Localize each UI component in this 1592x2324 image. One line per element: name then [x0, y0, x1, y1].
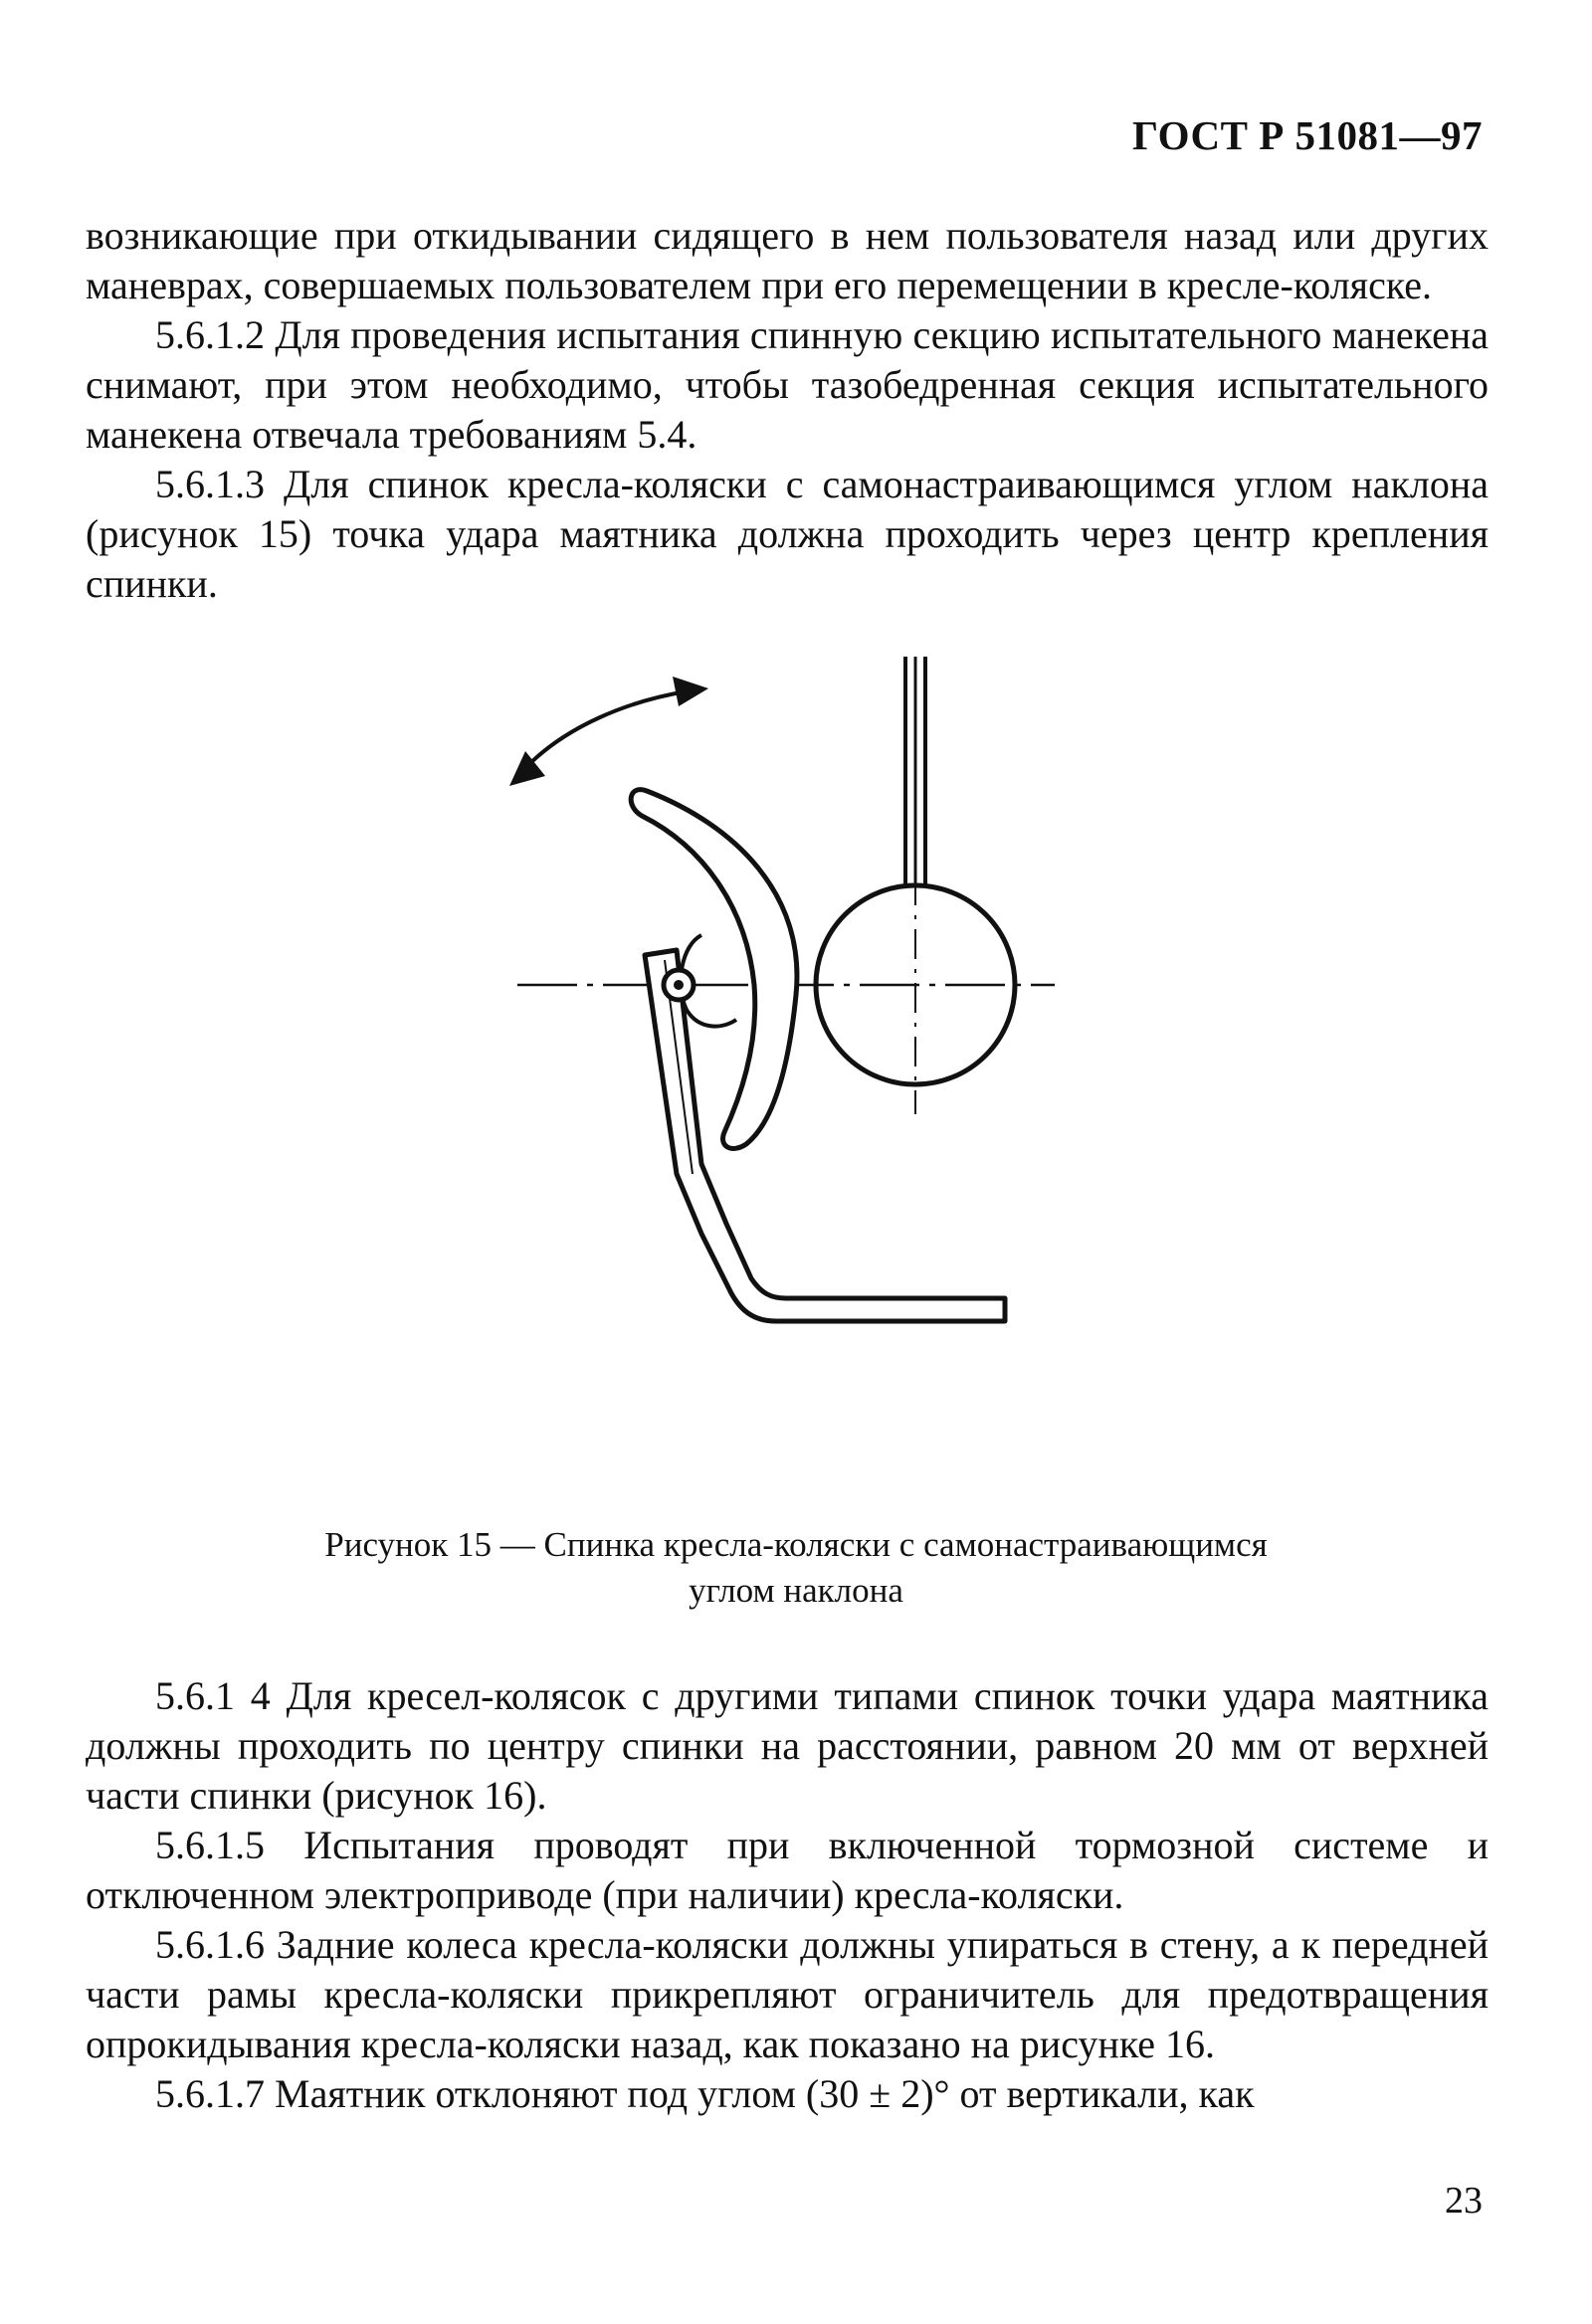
paragraph-5-6-1-3: 5.6.1.3 Для спинок кресла-коляски с самонастраивающимся углом наклона (рисунок 15) точка удара маятника должна проходить через центр крепления спинки.: [86, 462, 1489, 606]
paragraph-continuation: возникающие при откидывании сидящего в нем пользователя назад или других маневрах, совершаемых пользователем при его перемещении в кресле-коляске.: [86, 213, 1489, 307]
paragraph-5-6-1-6: 5.6.1.6 Задние колеса кресла-коляски должны упираться в стену, а к передней части рамы кресла-коляски прикрепляют ограничитель для предотвращения опрокидывания кресла-коляски назад, как показано на рисунке 16.: [86, 1922, 1489, 2066]
paragraph-5-6-1-2: 5.6.1.2 Для проведения испытания спинную секцию испытательного манекена снимают, при этом необходимо, чтобы тазобедренная секция испытательного манекена отвечала требованиям 5.4.: [86, 312, 1489, 457]
figure-caption: [149, 1522, 1443, 1614]
paragraph-5-6-1-4: 5.6.1 4 Для кресел-колясок с другими типами спинок точки удара маятника должны проходить по центру спинки на расстоянии, равном 20 мм от верхней части спинки (рисунок 16).: [86, 1673, 1489, 1818]
text-block-top: [86, 211, 1489, 609]
document-header: ГОСТ Р 51081—97: [1132, 112, 1483, 158]
pivot-pin-inner: [674, 980, 684, 990]
figure-15: [498, 657, 1094, 1502]
swing-direction-arrow-icon: [509, 677, 708, 786]
page-number: 23: [1445, 2180, 1483, 2222]
paragraph-5-6-1-5: 5.6.1.5 Испытания проводят при включенной тормозной системе и отключенном электроприводе (при наличии) кресла-коляски.: [86, 1823, 1489, 1917]
text-block-bottom: [86, 1671, 1489, 2119]
caption-line-2: углом наклона: [689, 1571, 903, 1610]
pendulum-rod: [905, 657, 925, 885]
figure-15-drawing: [498, 657, 1094, 1502]
paragraph-5-6-1-7: 5.6.1.7 Маятник отклоняют под углом (30 ± 2)° от вертикали, как: [155, 2071, 1255, 2116]
caption-line-1: Рисунок 15 — Спинка кресла-коляски с самонастраивающимся: [324, 1525, 1268, 1564]
